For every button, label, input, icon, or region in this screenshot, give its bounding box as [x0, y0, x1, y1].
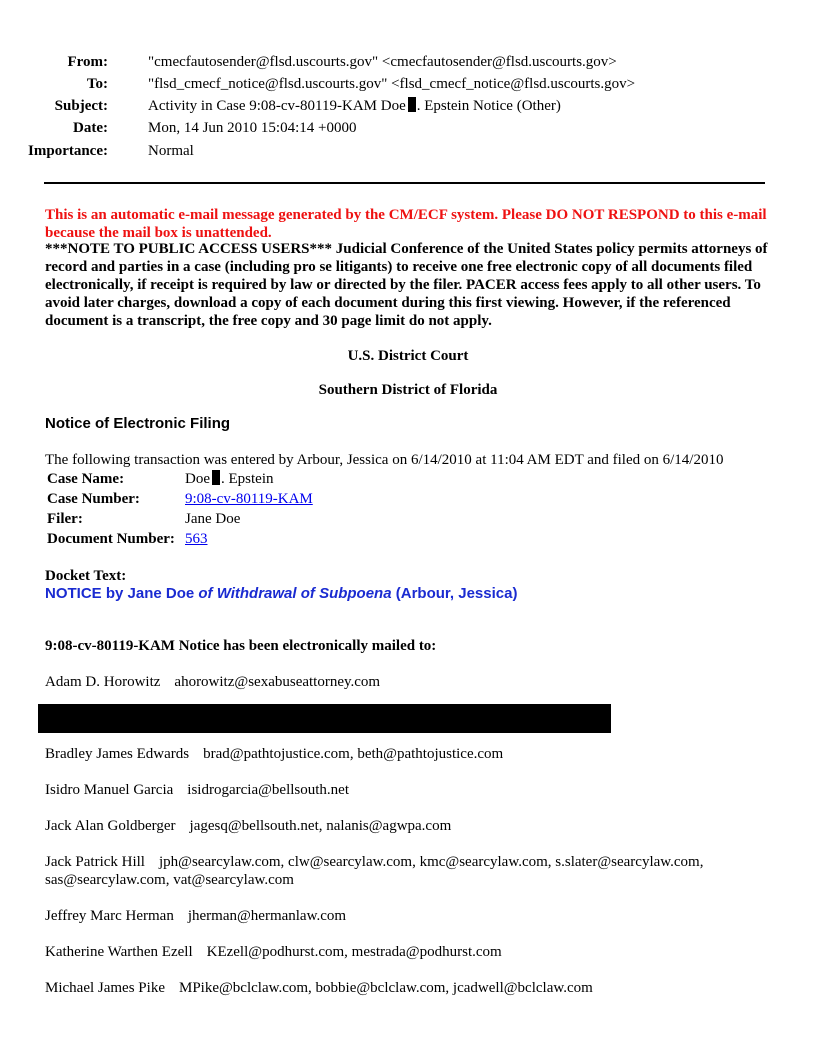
subject-text-start: Activity in Case 9:08-cv-80119-KAM Doe [148, 98, 406, 114]
recipient-entry [45, 781, 785, 799]
recipient-entry [45, 943, 785, 961]
recipient-entry [45, 907, 785, 925]
docket-text-italic: of Withdrawal of Subpoena [198, 585, 392, 602]
header-divider [44, 182, 765, 184]
importance-label: Importance: [28, 143, 108, 159]
redaction-mark [408, 97, 416, 112]
recipient-name: Jeffrey Marc Herman [45, 908, 174, 924]
case-name-start: Doe [185, 471, 210, 487]
recipient-emails: jherman@hermanlaw.com [187, 908, 347, 924]
subject-value [148, 97, 561, 115]
recipient-name: Michael James Pike [45, 980, 165, 996]
court-district: Southern District of Florida [318, 382, 498, 398]
date-label: Date: [73, 120, 108, 136]
docket-text-part3: (Arbour, Jessica) [391, 585, 518, 602]
redaction-bar [38, 704, 611, 733]
recipient-name: Katherine Warthen Ezell [45, 944, 193, 960]
subject-row [0, 97, 780, 117]
filer-label: Filer: [47, 511, 83, 527]
from-value: "cmecfautosender@flsd.uscourts.gov" <cmecfautosender@flsd.uscourts.gov> [148, 54, 617, 70]
case-number-label: Case Number: [47, 491, 140, 507]
recipient-entry [45, 673, 785, 691]
recipient-name: Adam D. Horowitz [45, 674, 161, 690]
recipient-name: Jack Patrick Hill [45, 854, 145, 870]
case-name-label: Case Name: [47, 471, 125, 487]
from-label: From: [67, 54, 108, 70]
document-number-link[interactable]: 563 [185, 531, 208, 547]
docket-text-part1: NOTICE by Jane Doe [45, 585, 199, 602]
subject-text-end: . Epstein Notice (Other) [416, 98, 561, 114]
recipient-emails: KEzell@podhurst.com, mestrada@podhurst.com [206, 944, 502, 960]
recipient-emails: ahorowitz@sexabuseattorney.com [174, 674, 381, 690]
recipient-name: Bradley James Edwards [45, 746, 190, 762]
recipient-emails: brad@pathtojustice.com, beth@pathtojustice.com [203, 746, 504, 762]
recipient-name: Isidro Manuel Garcia [45, 782, 174, 798]
subject-label: Subject: [54, 98, 108, 114]
to-value: "flsd_cmecf_notice@flsd.uscourts.gov" <flsd_cmecf_notice@flsd.uscourts.gov> [148, 76, 636, 92]
recipient-emails: isidrogarcia@bellsouth.net [187, 782, 349, 798]
nef-title: Notice of Electronic Filing [45, 415, 231, 432]
auto-message-warning: This is an automatic e-mail message generated by the CM/ECF system. Please DO NOT RESPOND to this e-mail because the mail box is unattended. [45, 207, 767, 241]
importance-row [0, 142, 780, 162]
to-row [0, 75, 780, 95]
docket-text-label: Docket Text: [45, 568, 127, 584]
recipient-emails: jagesq@bellsouth.net, nalanis@agwpa.com [189, 818, 452, 834]
recipient-emails: jph@searcylaw.com, clw@searcylaw.com, kmc@searcylaw.com, s.slater@searcylaw.com, sas@searcylaw.com, vat@searcylaw.com [45, 854, 704, 888]
recipient-emails: MPike@bclclaw.com, bobbie@bclclaw.com, jcadwell@bclclaw.com [178, 980, 593, 996]
from-row [0, 53, 780, 73]
mailed-to-heading: 9:08-cv-80119-KAM Notice has been electronically mailed to: [45, 638, 437, 654]
document-number-label: Document Number: [47, 531, 175, 547]
case-number-link[interactable]: 9:08-cv-80119-KAM [185, 491, 313, 507]
date-value: Mon, 14 Jun 2010 15:04:14 +0000 [148, 120, 357, 136]
filer-value: Jane Doe [185, 511, 241, 527]
recipient-entry [45, 745, 785, 763]
recipient-entry [45, 979, 785, 997]
public-access-note: ***NOTE TO PUBLIC ACCESS USERS*** Judicial Conference of the United States policy permits attorneys of record and parties in a case (including pro se litigants) to receive one free electronic copy of all documents filed electronically, if receipt is required by law or directed by the filer. PACER access fees apply to all other users. To avoid later charges, download a copy of each document during this first viewing. However, if the referenced document is a transcript, the free copy and 30 page limit do not apply. [45, 241, 768, 329]
redaction-mark [212, 470, 220, 485]
recipient-entry [45, 853, 785, 889]
date-row [0, 119, 780, 139]
recipient-entry [45, 817, 785, 835]
transaction-entered-text: The following transaction was entered by Arbour, Jessica on 6/14/2010 at 11:04 AM EDT and filed on 6/14/2010 [45, 452, 724, 468]
case-name-end: . Epstein [221, 471, 274, 487]
case-name-value [185, 470, 274, 488]
to-label: To: [86, 76, 108, 92]
docket-text [45, 585, 517, 603]
recipient-name: Jack Alan Goldberger [45, 818, 176, 834]
court-name: U.S. District Court [347, 348, 469, 364]
importance-value: Normal [148, 143, 194, 159]
